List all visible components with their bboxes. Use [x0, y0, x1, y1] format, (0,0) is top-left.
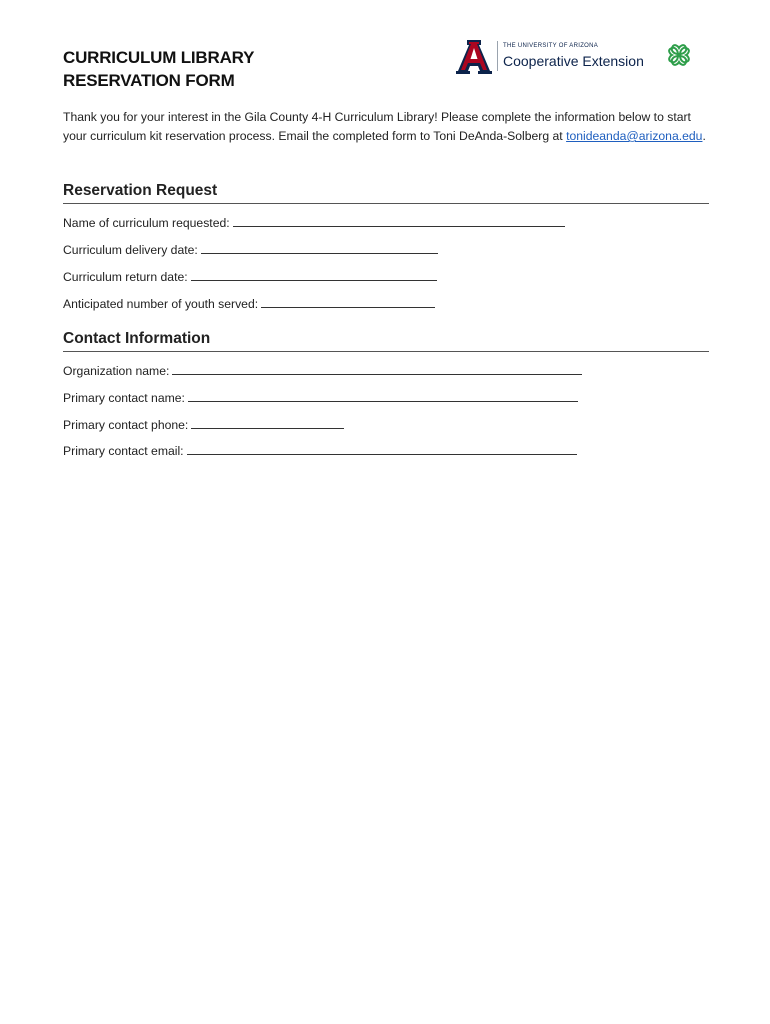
page-title: [63, 46, 254, 92]
logo-cooperative-extension: Cooperative Extension: [503, 53, 644, 69]
fill-line[interactable]: [191, 269, 437, 281]
fill-line[interactable]: [191, 417, 344, 429]
fill-line[interactable]: [233, 215, 565, 227]
primary-contact-name-field[interactable]: [63, 390, 578, 405]
curriculum-name-field[interactable]: [63, 215, 565, 230]
organization-name-field[interactable]: [63, 363, 582, 378]
logo-university-name: THE UNIVERSITY OF ARIZONA: [503, 43, 599, 49]
field-label: Anticipated number of youth served:: [63, 297, 259, 311]
intro-end: .: [702, 129, 706, 143]
fill-line[interactable]: [201, 242, 438, 254]
four-h-clover-icon: [665, 41, 693, 69]
reservation-request-heading: Reservation Request: [63, 182, 709, 204]
field-label: Name of curriculum requested:: [63, 216, 230, 230]
intro-paragraph: [63, 108, 713, 146]
title-line-1: CURRICULUM LIBRARY: [63, 48, 255, 67]
field-label: Primary contact phone:: [63, 418, 189, 432]
primary-contact-email-field[interactable]: [63, 443, 577, 458]
fill-line[interactable]: [187, 443, 577, 455]
fill-line[interactable]: [261, 296, 435, 308]
logo-divider: [497, 41, 498, 71]
field-label: Primary contact name:: [63, 391, 185, 405]
contact-email-link[interactable]: tonideanda@arizona.edu: [566, 129, 703, 143]
return-date-field[interactable]: [63, 269, 437, 284]
arizona-a-logo-icon: [456, 38, 492, 74]
field-label: Organization name:: [63, 364, 170, 378]
title-line-2: RESERVATION FORM: [63, 71, 235, 90]
university-logo: [456, 38, 696, 78]
primary-contact-phone-field[interactable]: [63, 417, 344, 432]
fill-line[interactable]: [188, 390, 578, 402]
field-label: Primary contact email:: [63, 444, 184, 458]
contact-information-heading: Contact Information: [63, 330, 709, 352]
field-label: Curriculum delivery date:: [63, 243, 198, 257]
youth-served-field[interactable]: [63, 296, 435, 311]
delivery-date-field[interactable]: [63, 242, 438, 257]
intro-text: Thank you for your interest in the Gila County 4-H Curriculum Library! Please complete the information below to start your curriculum kit reservation process. Email the completed form to Toni DeAnda-Solberg at: [63, 110, 691, 143]
fill-line[interactable]: [172, 363, 582, 375]
field-label: Curriculum return date:: [63, 270, 188, 284]
